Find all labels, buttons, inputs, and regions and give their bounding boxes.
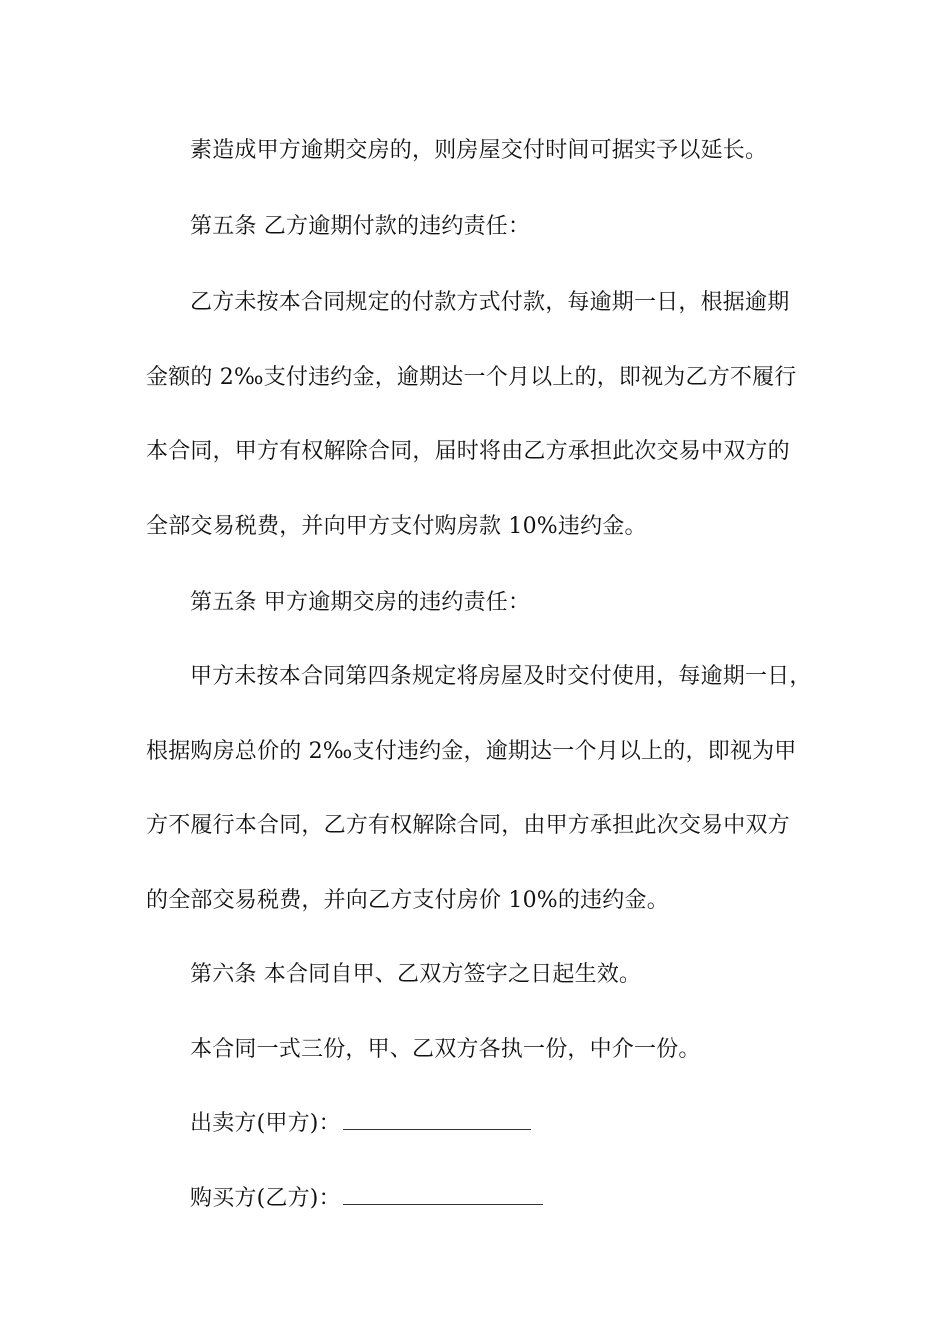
buyer-signature-label: 购买方(乙方)： bbox=[190, 1186, 341, 1211]
text-line: 素造成甲方逾期交房的，则房屋交付时间可据实予以延长。 bbox=[190, 138, 768, 163]
text-line: 方不履行本合同，乙方有权解除合同，由甲方承担此次交易中双方 bbox=[146, 813, 790, 838]
article-heading: 第六条 本合同自甲、乙双方签字之日起生效。 bbox=[190, 962, 642, 987]
seller-signature-label: 出卖方(甲方)： bbox=[190, 1111, 341, 1136]
article-heading: 第五条 乙方逾期付款的违约责任： bbox=[190, 214, 531, 239]
buyer-signature-row bbox=[190, 1184, 543, 1214]
article-heading: 第五条 甲方逾期交房的违约责任： bbox=[190, 590, 531, 615]
text-line: 的全部交易税费，并向乙方支付房价 10%的违约金。 bbox=[146, 888, 669, 913]
text-line: 全部交易税费，并向甲方支付购房款 10%违约金。 bbox=[146, 514, 647, 539]
text-line: 根据购房总价的 2‰支付违约金，逾期达一个月以上的，即视为甲 bbox=[146, 739, 797, 764]
text-line: 金额的 2‰支付违约金，逾期达一个月以上的，即视为乙方不履行 bbox=[146, 365, 797, 390]
seller-signature-field[interactable] bbox=[343, 1109, 531, 1130]
buyer-signature-field[interactable] bbox=[343, 1184, 543, 1205]
seller-signature-row bbox=[190, 1109, 531, 1139]
text-line: 本合同，甲方有权解除合同，届时将由乙方承担此次交易中双方的 bbox=[146, 439, 790, 464]
text-line: 本合同一式三份，甲、乙双方各执一份，中介一份。 bbox=[190, 1037, 701, 1062]
text-line: 甲方未按本合同第四条规定将房屋及时交付使用，每逾期一日， bbox=[190, 664, 812, 689]
text-line: 乙方未按本合同规定的付款方式付款，每逾期一日，根据逾期 bbox=[190, 290, 790, 315]
